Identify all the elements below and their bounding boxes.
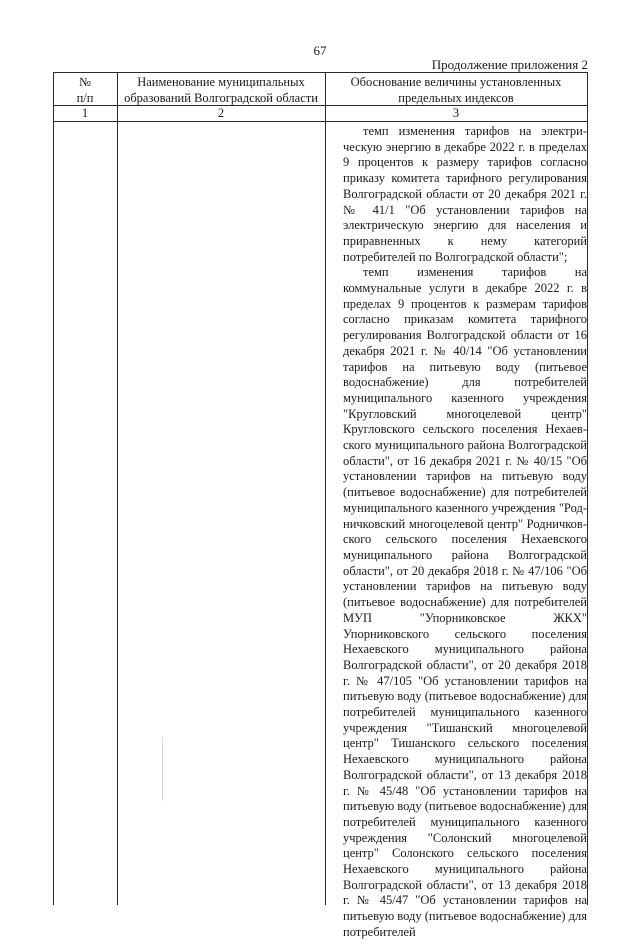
header-municipality-line1: Наименование муниципальных xyxy=(137,75,305,89)
header-number-line2: п/п xyxy=(76,91,94,105)
justification-cell xyxy=(343,124,587,941)
table-column-divider-1 xyxy=(117,72,118,905)
header-justification-line2: предельных индексов xyxy=(398,91,514,105)
scan-artifact-line xyxy=(162,737,163,801)
header-cell-justification xyxy=(325,74,587,106)
appendix-continuation-note: Продолжение приложения 2 xyxy=(431,57,588,72)
column-number-3: 3 xyxy=(452,106,460,120)
table-top-border xyxy=(53,72,588,73)
column-number-1: 1 xyxy=(81,106,89,120)
header-municipality-line2: образований Волгоградской области xyxy=(124,91,318,105)
justification-paragraph-electricity: темп изменения тарифов на электрическую энергию в декабре 2022 г. в пределах 9 процентов к размеру тарифов согласно приказу комитета тарифного регулирования Волгоградской области от 20 декабря 2021 г. № 41/1 "Об установлении тарифов на электрическую энергию для населения и приравненных к нему категорий потребителей по Волгоградской области"; xyxy=(343,124,587,264)
table-numbers-border xyxy=(53,121,588,122)
justification-paragraph-utilities: темп изменения тарифов на коммунальные услуги в декабре 2022 г. в пределах 9 процентов к размерам тарифов согласно приказам комитета тарифного регулирования Волгоградской области от 16 декабря 2021 г. № 40/14 "Об установлении тарифов на питьевую воду (питьевое водоснабжение) для потребителей муниципального казенного учреждения "Кругловский многоцелевой центр" Кругловского сельского поселения Нехаевского муниципального района Волгоградской области", от 16 декабря 2021 г. № 40/15 "Об установлении тарифов на питьевую воду (питьевое водоснабжение) для потребителей муниципального казенного учреждения "Родничковский многоцелевой центр" Родничковского сельского поселения Нехаевского муниципального района Волгоградской области", от 20 декабря 2018 г. № 47/106 "Об установлении тарифов на питьевую воду (питьевое водоснабжение) для потребителей МУП "Упорниковское ЖКХ" Упорниковского сельского поселения Нехаевского муниципального района Волгоградской области", от 20 декабря 2018 г. № 47/105 "Об установлении тарифов на питьевую воду (питьевое водоснабжение) для потребителей муниципального казенного учреждения "Тишанский многоцелевой центр" Тишанского сельского поселения Нехаевского муниципального района Волгоградской области", от 13 декабря 2018 г. № 45/48 "Об установлении тарифов на питьевую воду (питьевое водоснабжение) для потребителей муниципального казенного учреждения "Солонский многоцелевой центр" Солонского сельского поселения Нехаевского муниципального района Волгоградской области", от 13 декабря 2018 г. № 45/47 "Об установлении тарифов на питьевую воду (питьевое водоснабжение) для потребителей xyxy=(343,265,587,939)
table-left-border xyxy=(53,72,54,905)
header-cell-number xyxy=(53,74,117,106)
table-column-divider-2 xyxy=(325,72,326,905)
table-right-border xyxy=(587,72,588,905)
header-justification-line1: Обоснование величины установленных xyxy=(350,75,562,89)
header-cell-municipality xyxy=(117,74,325,106)
header-number-line1: № xyxy=(79,75,91,89)
page-number: 67 xyxy=(313,43,327,58)
column-number-2: 2 xyxy=(217,106,225,120)
